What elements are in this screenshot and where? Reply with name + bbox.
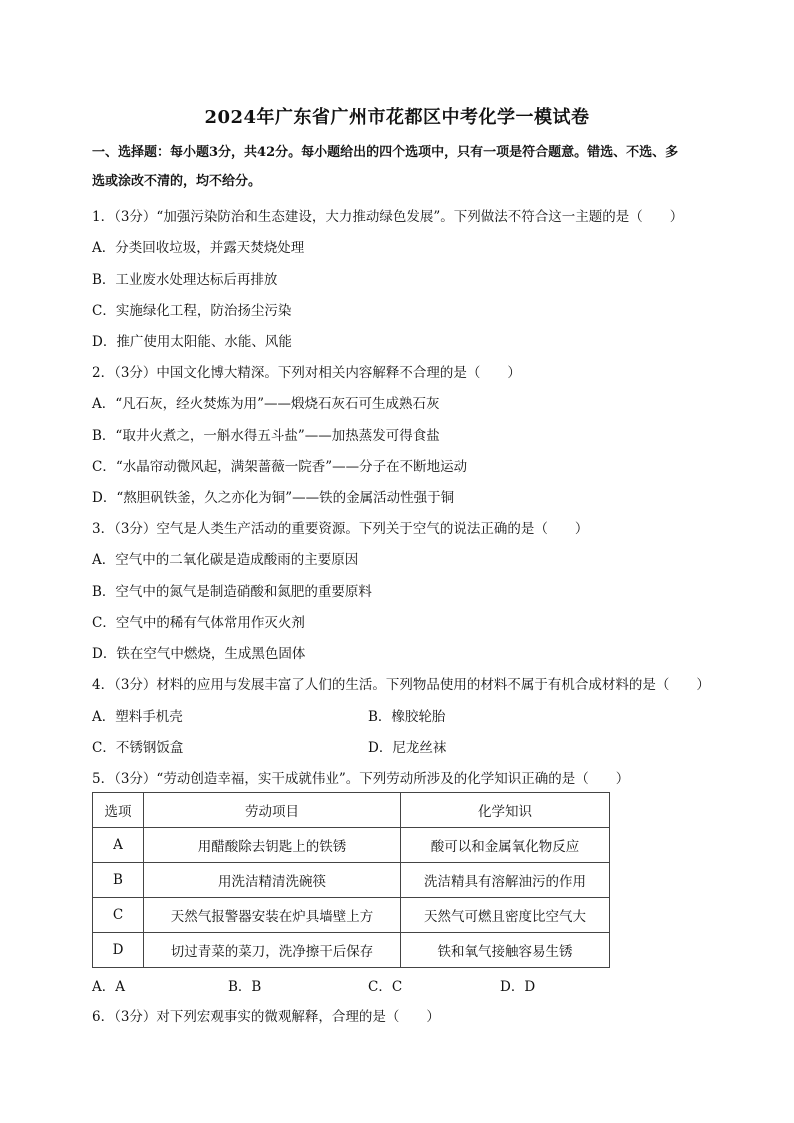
table-cell: 酸可以和金属氧化物反应	[401, 828, 610, 863]
table-row	[93, 863, 610, 898]
table-cell: 天然气可燃且密度比空气大	[401, 898, 610, 933]
table-header-cell: 化学知识	[401, 793, 610, 828]
question-4-stem: 4．（3分）材料的应用与发展丰富了人们的生活。下列物品使用的材料不属于有机合成材料的是（ ）	[92, 677, 710, 693]
table-header-row	[93, 793, 610, 828]
table-header-cell: 劳动项目	[144, 793, 401, 828]
question-3-stem: 3．（3分）空气是人类生产活动的重要资源。下列关于空气的说法正确的是（ ）	[92, 521, 589, 537]
question-5-table	[92, 792, 610, 968]
section-instructions	[92, 138, 720, 196]
question-3-option-d: D．铁在空气中燃烧，生成黑色固体	[92, 646, 306, 662]
table-cell: C	[93, 898, 144, 933]
table-cell: 天然气报警器安装在炉具墙壁上方	[144, 898, 401, 933]
question-2-option-b: B．“取井火煮之，一斛水得五斗盐”——加热蒸发可得食盐	[92, 428, 440, 444]
section-line-1: 一、选择题：每小题3分，共42分。每小题给出的四个选项中，只有一项是符合题意。错选、不选、多	[92, 145, 679, 160]
question-2-option-c: C．“水晶帘动微风起，满架蔷薇一院香”——分子在不断地运动	[92, 459, 468, 475]
question-2-option-a: A．“凡石灰，经火焚炼为用”——煅烧石灰石可生成熟石灰	[92, 396, 440, 412]
question-5-option-b: B．B	[228, 979, 262, 995]
table-cell: 铁和氧气接触容易生锈	[401, 933, 610, 968]
question-4-option-d: D．尼龙丝袜	[368, 740, 447, 756]
question-1-option-d: D．推广使用太阳能、水能、风能	[92, 334, 292, 350]
table-row	[93, 933, 610, 968]
table-cell: 用洗洁精清洗碗筷	[144, 863, 401, 898]
question-5-option-c: C．C	[368, 979, 403, 995]
question-5-stem: 5．（3分）“劳动创造幸福，实干成就伟业”。下列劳动所涉及的化学知识正确的是（ ）	[92, 771, 630, 787]
table-cell: 洗洁精具有溶解油污的作用	[401, 863, 610, 898]
table-row	[93, 828, 610, 863]
table-cell: 切过青菜的菜刀，洗净擦干后保存	[144, 933, 401, 968]
table-cell: D	[93, 933, 144, 968]
table-cell: 用醋酸除去钥匙上的铁锈	[144, 828, 401, 863]
question-4-option-b: B．橡胶轮胎	[368, 709, 446, 725]
table-cell: A	[93, 828, 144, 863]
question-6-stem: 6．（3分）对下列宏观事实的微观解释，合理的是（ ）	[92, 1009, 440, 1025]
table-header-cell: 选项	[93, 793, 144, 828]
question-3-option-b: B．空气中的氮气是制造硝酸和氮肥的重要原料	[92, 584, 372, 600]
question-5-option-a: A．A	[92, 979, 125, 995]
question-3-option-c: C．空气中的稀有气体常用作灭火剂	[92, 615, 305, 631]
question-2-stem: 2．（3分）中国文化博大精深。下列对相关内容解释不合理的是（ ）	[92, 365, 521, 381]
table-cell: B	[93, 863, 144, 898]
table-row	[93, 898, 610, 933]
question-1-option-a: A．分类回收垃圾，并露天焚烧处理	[92, 240, 305, 256]
section-line-2: 选或涂改不清的，均不给分。	[92, 174, 262, 189]
question-3-option-a: A．空气中的二氧化碳是造成酸雨的主要原因	[92, 552, 359, 568]
question-2-option-d: D．“熬胆矾铁釜，久之亦化为铜”——铁的金属活动性强于铜	[92, 490, 455, 506]
question-4-option-c: C．不锈钢饭盒	[92, 740, 184, 756]
question-5-option-d: D．D	[500, 979, 536, 995]
question-1-option-c: C．实施绿化工程，防治扬尘污染	[92, 303, 292, 319]
question-1-stem: 1．（3分）“加强污染防治和生态建设，大力推动绿色发展”。下列做法不符合这一主题的是（ ）	[92, 209, 684, 225]
question-4-option-a: A．塑料手机壳	[92, 709, 183, 725]
question-1-option-b: B．工业废水处理达标后再排放	[92, 272, 278, 288]
page-title: 2024年广东省广州市花都区中考化学一模试卷	[204, 107, 590, 128]
